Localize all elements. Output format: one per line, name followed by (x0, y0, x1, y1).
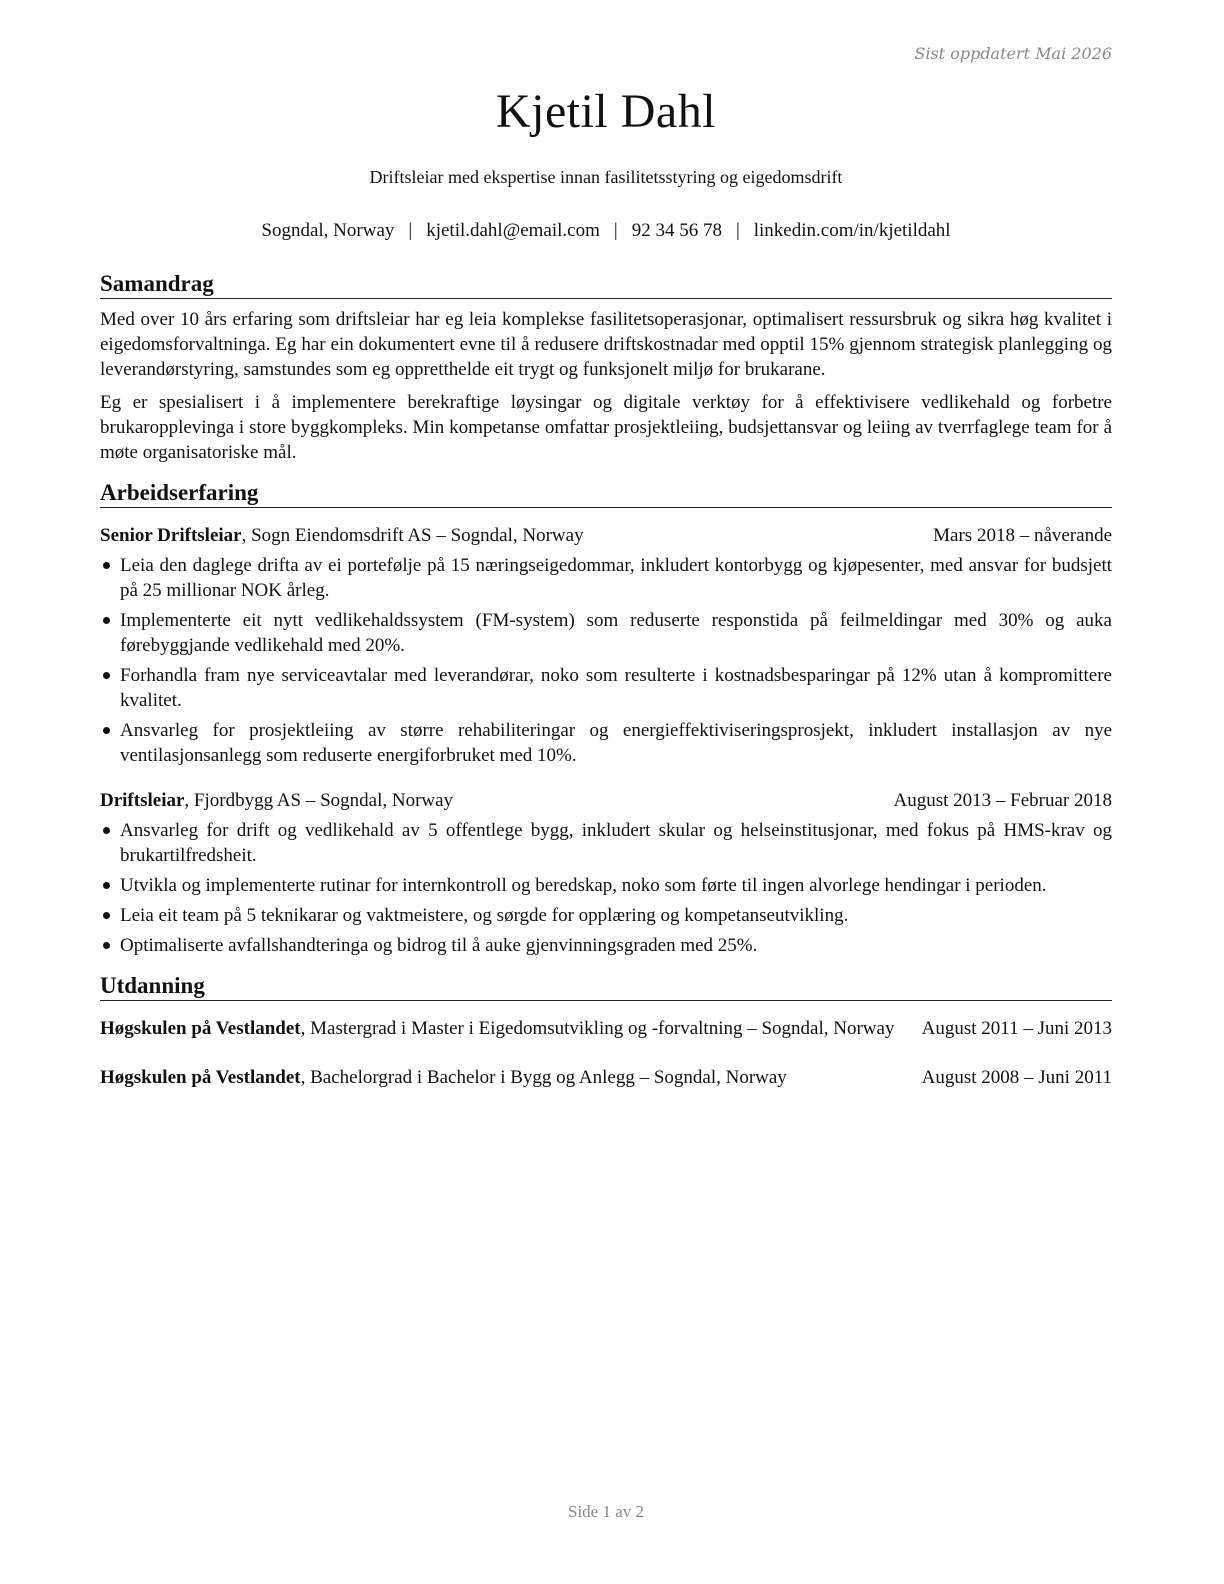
job-header (100, 788, 1112, 813)
summary-paragraph: Eg er spesialisert i å implementere berekraftige løysingar og digitale verktøy for å effektivisere vedlikehald og forbetre brukaropplevinga i store byggkompleks. Min kompetanse omfattar prosjektleiing, budsjettansvar og leiing av tverrfaglege team for å møte organisatoriske mål. (100, 392, 1112, 463)
job-bullet: Ansvarleg for prosjektleiing av større rehabiliteringar og energieffektiviseringsprosjekt, inkludert installasjon av nye ventilasjonsanlegg som reduserte energiforbruket med 10%. (120, 720, 1112, 766)
job-entry (100, 523, 1112, 768)
experience-section (100, 479, 1112, 958)
job-dates: Mars 2018 – nåverande (933, 525, 1112, 546)
job-dates: August 2013 – Februar 2018 (893, 790, 1112, 811)
job-bullet: Implementerte eit nytt vedlikehaldssystem (FM-system) som reduserte responstida på feilmeldingar med 30% og auka førebyggjande vedlikehald med 20%. (120, 610, 1112, 656)
job-bullet: Leia den daglege drifta av ei portefølje på 15 næringseigedommar, inkludert kontorbygg og kjøpesenter, med ansvar for budsjett på 25 millionar NOK årleg. (120, 555, 1112, 601)
education-entry (100, 1065, 1112, 1090)
job-details: , Sogn Eiendomsdrift AS – Sogndal, Norway (241, 525, 584, 546)
section-heading-experience: Arbeidserfaring (100, 479, 1112, 508)
education-dates: August 2008 – Juni 2011 (921, 1067, 1112, 1088)
resume-content (100, 270, 1112, 1104)
summary-paragraph: Med over 10 års erfaring som driftsleiar har eg leia komplekse fasilitetsoperasjonar, optimalisert ressursbruk og sikra høg kvalitet i eigedomsforvaltninga. Eg har ein dokumentert evne til å redusere driftskostnadar med opptil 15% gjennom strategisk planlegging og leverandørstyring, samstundes som eg oppretthelde eit trygt og funksjonelt miljø for brukarane. (100, 309, 1112, 380)
summary-section (100, 270, 1112, 465)
contact-separator: | (613, 220, 618, 241)
education-section (100, 972, 1112, 1090)
education-details: , Bachelorgrad i Bachelor i Bygg og Anlegg – Sogndal, Norway (300, 1067, 787, 1088)
page-number: Side 1 av 2 (567, 1502, 645, 1521)
job-title: Driftsleiar (100, 790, 185, 811)
education-details: , Mastergrad i Master i Eigedomsutvikling og -forvaltning – Sogndal, Norway (300, 1018, 895, 1039)
job-title: Senior Driftsleiar (100, 525, 242, 546)
contact-separator: | (408, 220, 413, 241)
job-bullet: Ansvarleg for drift og vedlikehald av 5 offentlege bygg, inkludert skular og helseinstitusjonar, med fokus på HMS-krav og brukartilfredsheit. (120, 820, 1112, 866)
job-entry (100, 788, 1112, 958)
contact-separator: | (735, 220, 740, 241)
education-entry (100, 1016, 1112, 1041)
job-bullets (100, 818, 1112, 958)
school-name: Høgskulen på Vestlandet (100, 1018, 301, 1039)
contact-line (100, 220, 1112, 242)
contact-linkedin[interactable]: linkedin.com/in/kjetildahl (753, 220, 951, 241)
job-bullets (100, 553, 1112, 768)
job-details: , Fjordbygg AS – Sogndal, Norway (184, 790, 454, 811)
education-dates: August 2011 – Juni 2013 (921, 1018, 1112, 1039)
professional-title: Driftsleiar med ekspertise innan fasilitetsstyring og eigedomsdrift (369, 167, 843, 187)
job-bullet: Leia eit team på 5 teknikarar og vaktmeistere, og sørgde for opplæring og kompetanseutvikling. (120, 903, 1112, 928)
school-name: Høgskulen på Vestlandet (100, 1067, 301, 1088)
contact-email[interactable]: kjetil.dahl@email.com (426, 220, 600, 241)
section-heading-education: Utdanning (100, 972, 1112, 1001)
job-header (100, 523, 1112, 548)
resume-page (100, 0, 1112, 1584)
job-bullet: Utvikla og implementerte rutinar for internkontroll og beredskap, noko som førte til ingen alvorlege hendingar i perioden. (120, 873, 1112, 898)
section-heading-summary: Samandrag (100, 270, 1112, 299)
contact-location: Sogndal, Norway (261, 220, 395, 241)
job-bullet: Optimaliserte avfallshandteringa og bidrog til å auke gjenvinningsgraden med 25%. (120, 933, 1112, 958)
contact-phone: 92 34 56 78 (631, 220, 722, 241)
person-name: Kjetil Dahl (495, 85, 717, 138)
job-bullet: Forhandla fram nye serviceavtalar med leverandørar, noko som resulterte i kostnadsbesparingar på 12% utan å kompromittere kvalitet. (120, 665, 1112, 711)
last-updated: Sist oppdatert Mai 2026 (914, 44, 1112, 63)
